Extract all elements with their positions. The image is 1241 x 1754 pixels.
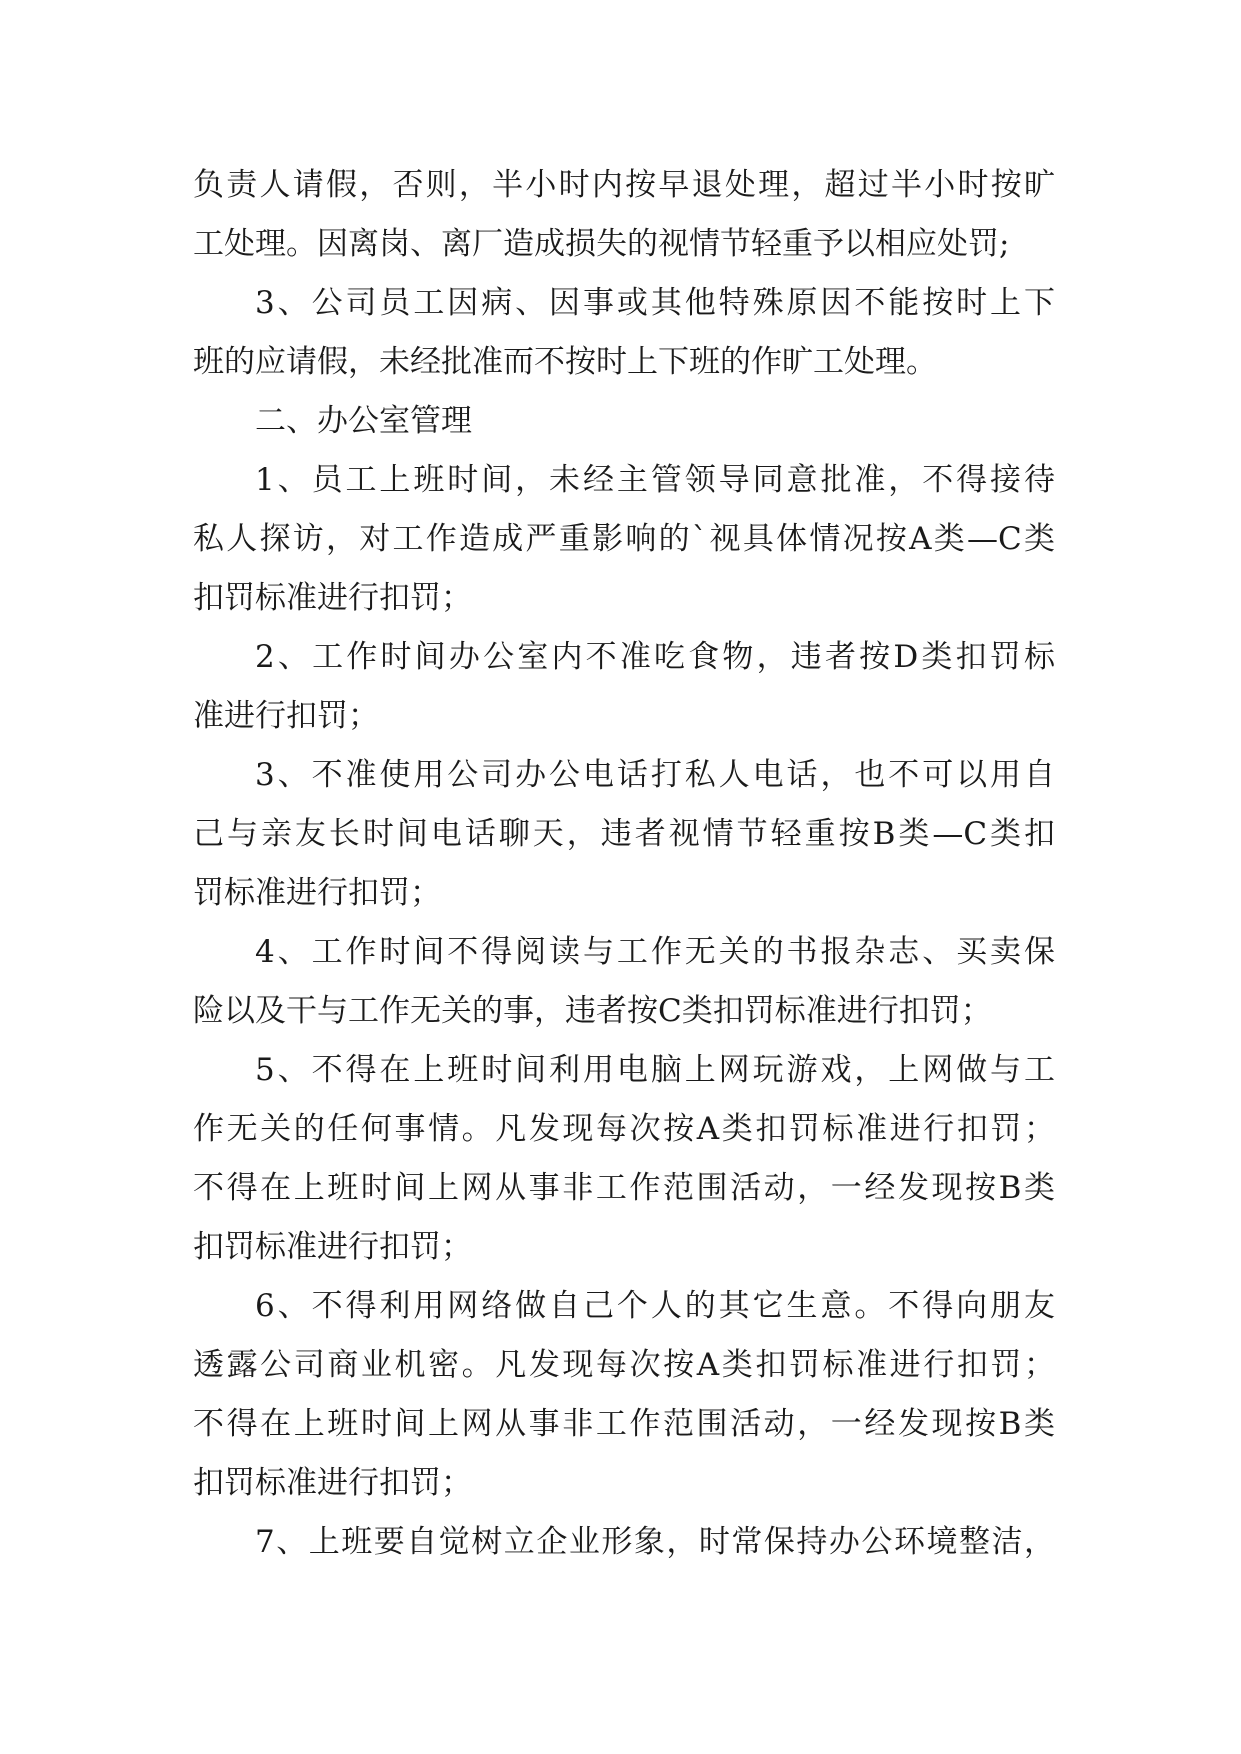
text-line: 罚标准进行扣罚； xyxy=(193,875,441,911)
paragraph-start-line: 2、工作时间办公室内不准吃食物，违者按D类扣罚标 xyxy=(255,639,1055,675)
paragraph-start-line: 4、工作时间不得阅读与工作无关的书报杂志、买卖保 xyxy=(255,934,1055,970)
text-line: 不得在上班时间上网从事非工作范围活动，一经发现按B类 xyxy=(193,1406,1055,1442)
text-line: 工处理。因离岗、离厂造成损失的视情节轻重予以相应处罚; xyxy=(193,226,1010,262)
document-body xyxy=(193,156,1055,1572)
text-line: 作无关的任何事情。凡发现每次按A类扣罚标准进行扣罚； xyxy=(193,1111,1055,1147)
paragraph-start-line: 7、上班要自觉树立企业形象，时常保持办公环境整洁， xyxy=(255,1524,1055,1560)
text-line: 扣罚标准进行扣罚； xyxy=(193,580,472,616)
text-line: 班的应请假，未经批准而不按时上下班的作旷工处理。 xyxy=(193,344,937,380)
text-line: 扣罚标准进行扣罚； xyxy=(193,1229,472,1265)
paragraph-start-line: 3、不准使用公司办公电话打私人电话，也不可以用自 xyxy=(255,757,1055,793)
paragraph-start-line: 5、不得在上班时间利用电脑上网玩游戏，上网做与工 xyxy=(255,1052,1055,1088)
text-line: 私人探访，对工作造成严重影响的`视具体情况按A类—C类 xyxy=(193,521,1055,557)
paragraph-start-line: 6、不得利用网络做自己个人的其它生意。不得向朋友 xyxy=(255,1288,1055,1324)
text-line: 己与亲友长时间电话聊天，违者视情节轻重按B类—C类扣 xyxy=(193,816,1055,852)
paragraph-start-line: 1、员工上班时间，未经主管领导同意批准，不得接待 xyxy=(255,462,1055,498)
text-line: 不得在上班时间上网从事非工作范围活动，一经发现按B类 xyxy=(193,1170,1055,1206)
text-line: 扣罚标准进行扣罚； xyxy=(193,1465,472,1501)
text-line: 负责人请假，否则，半小时内按早退处理，超过半小时按旷 xyxy=(193,167,1055,203)
paragraph-start-line: 3、公司员工因病、因事或其他特殊原因不能按时上下 xyxy=(255,285,1055,321)
text-line: 透露公司商业机密。凡发现每次按A类扣罚标准进行扣罚； xyxy=(193,1347,1055,1383)
text-line: 险以及干与工作无关的事，违者按C类扣罚标准进行扣罚； xyxy=(193,993,992,1029)
text-line: 准进行扣罚； xyxy=(193,698,379,734)
section-heading: 二、办公室管理 xyxy=(255,403,472,439)
